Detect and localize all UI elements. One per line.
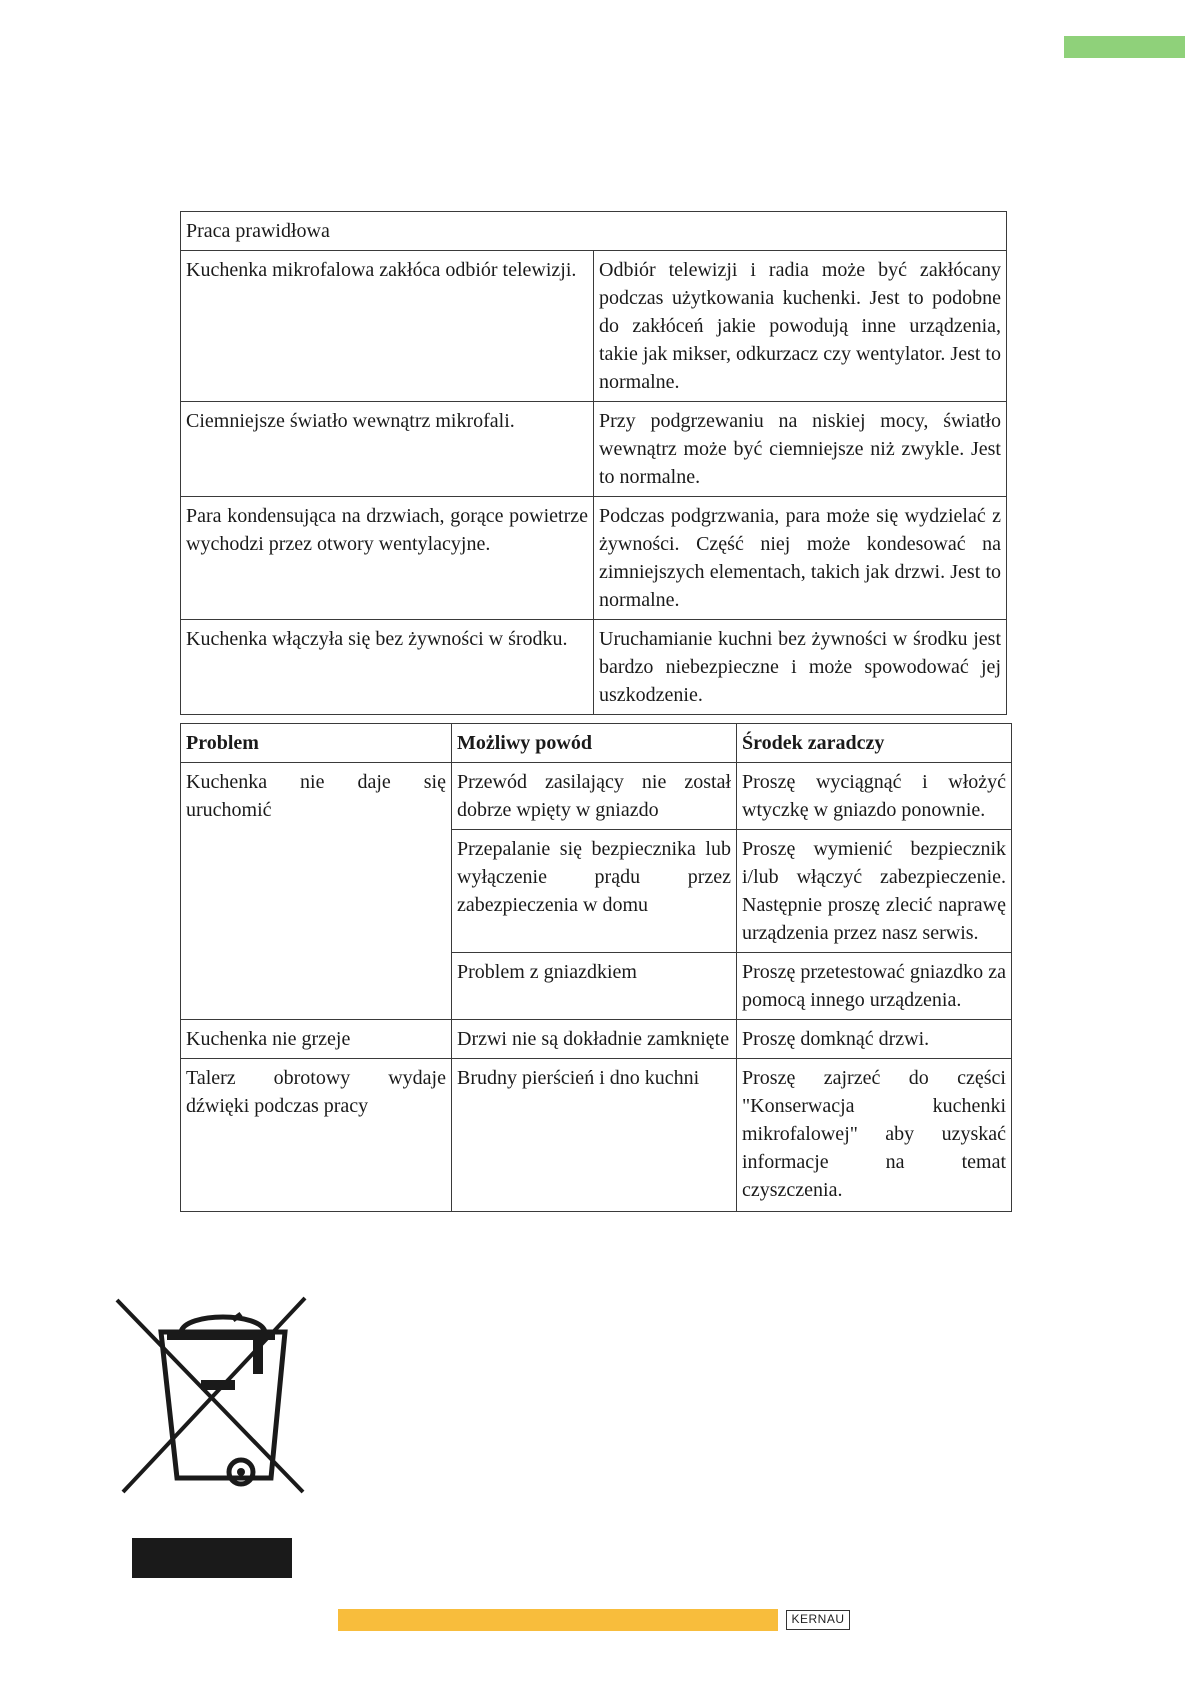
table-row bbox=[181, 763, 1012, 830]
remedy-cell: Proszę wymienić bezpiecznik i/lub włączyć zabezpieczenie. Następnie proszę zlecić naprawę urządzenia przez nasz serwis. bbox=[737, 830, 1012, 953]
header-problem: Problem bbox=[181, 724, 452, 763]
problem-cell: Kuchenka nie grzeje bbox=[181, 1020, 452, 1059]
remedy-cell: Proszę domknąć drzwi. bbox=[737, 1020, 1012, 1059]
brand-logo: KERNAU bbox=[786, 1610, 850, 1630]
description-cell: Odbiór telewizji i radia może być zakłócany podczas użytkowania kuchenki. Jest to podobne do zakłóceń jakie powodują inne urządzenia, takie jak mikser, odkurzacz czy wentylator. Jest to normalne. bbox=[594, 251, 1007, 402]
table-row bbox=[181, 1020, 1012, 1059]
table-row bbox=[181, 251, 1007, 402]
table-header-row bbox=[181, 212, 1007, 251]
weee-crossed-bin-icon bbox=[113, 1296, 309, 1496]
symptom-cell: Ciemniejsze światło wewnątrz mikrofali. bbox=[181, 402, 594, 497]
normal-operation-header: Praca prawidłowa bbox=[181, 212, 1007, 251]
symptom-cell: Kuchenka mikrofalowa zakłóca odbiór telewizji. bbox=[181, 251, 594, 402]
description-cell: Podczas podgrzwania, para może się wydzielać z żywności. Część niej może kondesować na zimniejszych elementach, takich jak drzwi. Jest to normalne. bbox=[594, 497, 1007, 620]
header-cause: Możliwy powód bbox=[452, 724, 737, 763]
problem-cell: Talerz obrotowy wydaje dźwięki podczas pracy bbox=[181, 1059, 452, 1212]
cause-cell: Przewód zasilający nie został dobrze wpięty w gniazdo bbox=[452, 763, 737, 830]
weee-black-bar bbox=[132, 1538, 292, 1578]
description-cell: Uruchamianie kuchni bez żywności w środku jest bardzo niebezpieczne i może spowodować jej uszkodzenie. bbox=[594, 620, 1007, 715]
description-cell: Przy podgrzewaniu na niskiej mocy, światło wewnątrz może być ciemniejsze niż zwykle. Jest to normalne. bbox=[594, 402, 1007, 497]
table-row bbox=[181, 1059, 1012, 1212]
remedy-cell: Proszę przetestować gniazdko za pomocą innego urządzenia. bbox=[737, 953, 1012, 1020]
cause-cell: Przepalanie się bezpiecznika lub wyłączenie prądu przez zabezpieczenia w domu bbox=[452, 830, 737, 953]
problem-cell: Kuchenka nie daje się uruchomić bbox=[181, 763, 452, 1020]
symptom-cell: Para kondensująca na drzwiach, gorące powietrze wychodzi przez otwory wentylacyjne. bbox=[181, 497, 594, 620]
table-header-row bbox=[181, 724, 1012, 763]
cause-cell: Problem z gniazdkiem bbox=[452, 953, 737, 1020]
cause-cell: Brudny pierścień i dno kuchni bbox=[452, 1059, 737, 1212]
symptom-cell: Kuchenka włączyła się bez żywności w środku. bbox=[181, 620, 594, 715]
header-remedy: Środek zaradczy bbox=[737, 724, 1012, 763]
normal-operation-table bbox=[180, 211, 1007, 715]
table-row bbox=[181, 620, 1007, 715]
troubleshooting-table bbox=[180, 723, 1012, 1212]
remedy-cell: Proszę zajrzeć do części "Konserwacja kuchenki mikrofalowej" aby uzyskać informacje na temat czyszczenia. bbox=[737, 1059, 1012, 1212]
page-corner-tab bbox=[1064, 36, 1185, 58]
footer-accent-bar bbox=[338, 1609, 778, 1631]
table-row bbox=[181, 497, 1007, 620]
remedy-cell: Proszę wyciągnąć i włożyć wtyczkę w gniazdo ponownie. bbox=[737, 763, 1012, 830]
table-row bbox=[181, 402, 1007, 497]
cause-cell: Drzwi nie są dokładnie zamknięte bbox=[452, 1020, 737, 1059]
